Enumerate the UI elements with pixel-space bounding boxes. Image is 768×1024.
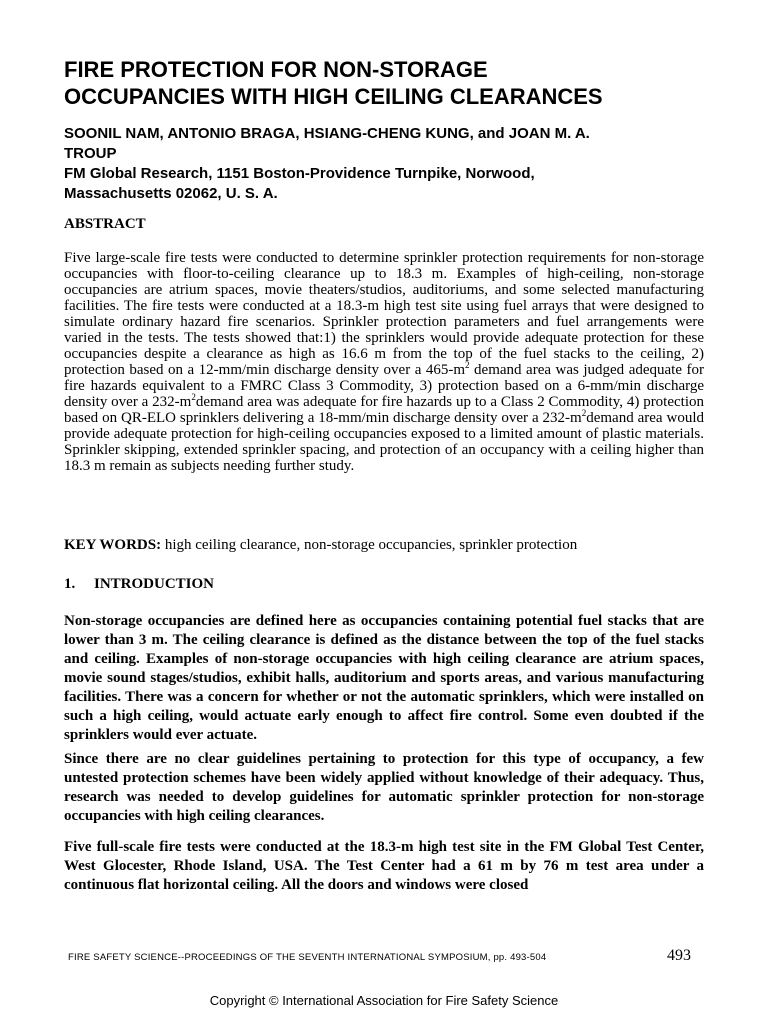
superscript-1: 2 (465, 360, 470, 370)
intro-paragraph-2: Since there are no clear guidelines pertaining to protection for this type of occupancy, a few untested protection schemes have been widely applied without knowledge of their adequacy. Thus, research was needed to develop guidelines for automatic sprinkler protection for non-storage occupancies with high ceiling clearances. (64, 751, 704, 824)
keywords-label: KEY WORDS: (64, 537, 162, 553)
affiliation-line-2: Massachusetts 02062, U. S. A. (64, 185, 278, 202)
keywords (64, 536, 704, 554)
keywords-text: high ceiling clearance, non-storage occupancies, sprinkler protection (161, 537, 578, 553)
abstract-text-part-3: demand area was adequate for fire hazards up to a Class 2 Commodity, 4) protection based on QR-ELO sprinklers delivering a 18-mm/min discharge density over a 232-m (64, 394, 705, 426)
superscript-3: 2 (581, 408, 587, 418)
abstract-text-part-2: demand area was judged adequate for fire hazards equivalent to a FMRC Class 3 Commodity, 3) protection based on a 6-mm/min discharge density over a 232-m (64, 362, 704, 410)
page-number: 493 (667, 947, 691, 964)
author-block (64, 124, 714, 204)
abstract-text (64, 250, 704, 474)
author-names-line-2: TROUP (64, 145, 117, 162)
abstract-text-part-1: Five large-scale fire tests were conducted to determine sprinkler protection requirements for non-storage occupancies with floor-to-ceiling clearance up to 18.3 m. Examples of high-ceiling, non-storage occupancies are atrium spaces, movie theaters/studios, auditoriums, and some selected manufacturing facilities. The fire tests were conducted at a 18.3-m high test site using fuel arrays that were designed to simulate ordinary hazard fire scenarios. Sprinkler protection parameters and fuel arrangements were varied in the tests. The tests showed that:1) the sprinklers would provide adequate protection for these occupancies despite a clearance as high as 16.6 m from the top of the fuel stacks to the ceiling, 2) protection based on a 12-mm/min discharge density over a 465-m (64, 250, 704, 378)
intro-paragraph-3: Five full-scale fire tests were conducted at the 18.3-m high test site in the FM Global Test Center, West Glocester, Rhode Island, USA. The Test Center had a 61 m by 76 m test area under a continuous flat horizontal ceiling. All the doors and windows were closed (64, 839, 704, 893)
copyright-notice: Copyright © International Association for Fire Safety Science (209, 993, 559, 1008)
superscript-2: 2 (191, 392, 196, 402)
author-names-line-1: SOONIL NAM, ANTONIO BRAGA, HSIANG-CHENG KUNG, and JOAN M. A. (64, 125, 590, 142)
abstract-heading: ABSTRACT (64, 216, 146, 232)
title-line-1: FIRE PROTECTION FOR NON-STORAGE (64, 57, 488, 82)
title-line-2: OCCUPANCIES WITH HIGH CEILING CLEARANCES (64, 84, 603, 109)
intro-paragraph-1: Non-storage occupancies are defined here as occupancies containing potential fuel stacks that are lower than 3 m. The ceiling clearance is defined as the distance between the top of the fuel stacks and ceiling. Examples of non-storage occupancies with high ceiling clearance are atrium spaces, movie sound stages/studios, exhibit halls, auditorium and sports areas, and various manufacturing facilities. There was a concern for whether or not the automatic sprinklers, which were installed on such a high ceiling, would actuate early enough to affect fire control. Some even doubted if the sprinklers would ever actuate. (64, 613, 704, 743)
introduction-heading: 1. INTRODUCTION (64, 576, 215, 592)
affiliation-line-1: FM Global Research, 1151 Boston-Providence Turnpike, Norwood, (64, 165, 535, 182)
paper-title (64, 56, 714, 110)
abstract-text-part-4: demand area would provide adequate protection for high-ceiling occupancies exposed to a limited amount of plastic materials. Sprinkler skipping, extended sprinkler spacing, and protection of an occupancy with a ceiling higher than 18.3 m remain as subjects needing further study. (64, 410, 705, 474)
proceedings-footer: FIRE SAFETY SCIENCE--PROCEEDINGS OF THE SEVENTH INTERNATIONAL SYMPOSIUM, pp. 493-504 (68, 952, 547, 963)
